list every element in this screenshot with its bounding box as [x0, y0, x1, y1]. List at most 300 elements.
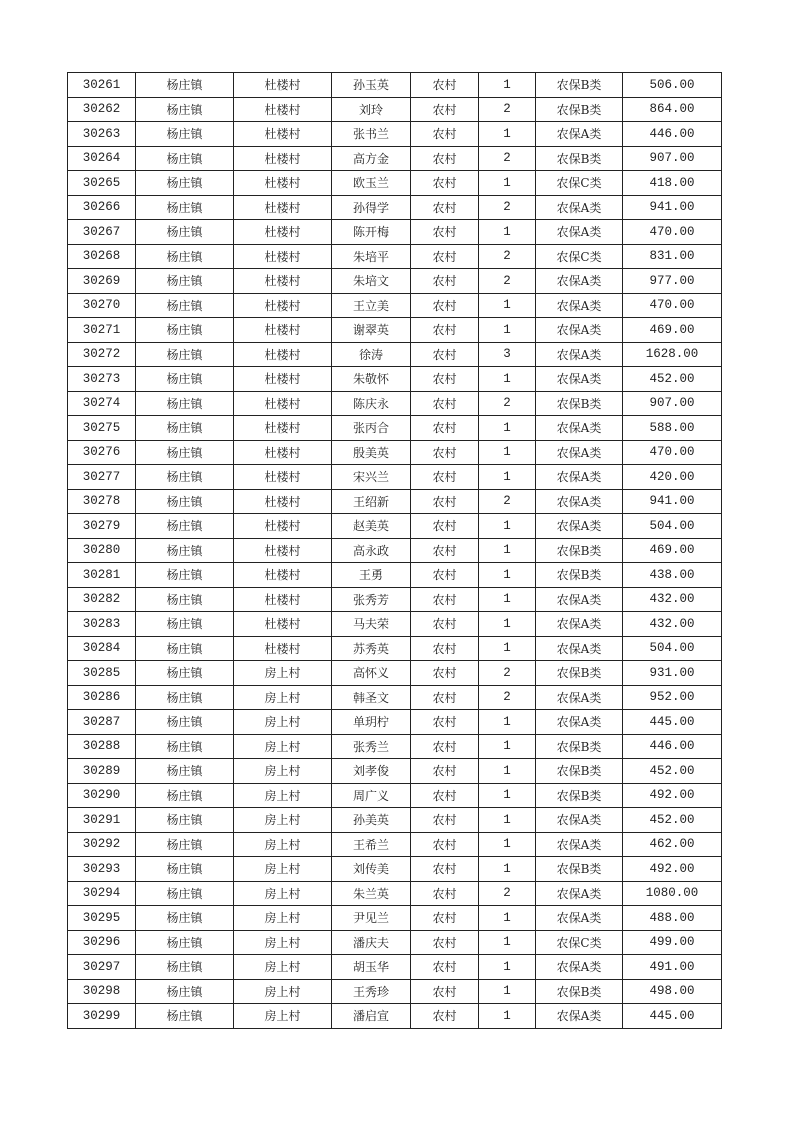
record-id-cell: 30287: [68, 710, 136, 735]
table-row: [68, 318, 722, 343]
person-count-cell: 2: [479, 97, 536, 122]
household-type-cell: 农村: [411, 881, 479, 906]
amount-cell: 492.00: [623, 857, 722, 882]
insurance-category-cell: 农保A类: [536, 612, 623, 637]
table-row: [68, 661, 722, 686]
town-cell: 杨庄镇: [136, 342, 234, 367]
amount-cell: 470.00: [623, 220, 722, 245]
town-cell: 杨庄镇: [136, 122, 234, 147]
table-row: [68, 244, 722, 269]
amount-cell: 977.00: [623, 269, 722, 294]
household-type-cell: 农村: [411, 955, 479, 980]
insurance-category-cell: 农保A类: [536, 122, 623, 147]
name-cell: 高永政: [332, 538, 411, 563]
record-id-cell: 30292: [68, 832, 136, 857]
record-id-cell: 30286: [68, 685, 136, 710]
household-type-cell: 农村: [411, 171, 479, 196]
table-row: [68, 979, 722, 1004]
person-count-cell: 2: [479, 661, 536, 686]
village-cell: 房上村: [234, 1004, 332, 1029]
town-cell: 杨庄镇: [136, 636, 234, 661]
person-count-cell: 2: [479, 269, 536, 294]
town-cell: 杨庄镇: [136, 808, 234, 833]
table-row: [68, 734, 722, 759]
person-count-cell: 2: [479, 685, 536, 710]
table-row: [68, 195, 722, 220]
person-count-cell: 3: [479, 342, 536, 367]
amount-cell: 498.00: [623, 979, 722, 1004]
name-cell: 张丙合: [332, 416, 411, 441]
town-cell: 杨庄镇: [136, 906, 234, 931]
village-cell: 房上村: [234, 759, 332, 784]
record-id-cell: 30289: [68, 759, 136, 784]
village-cell: 杜楼村: [234, 612, 332, 637]
town-cell: 杨庄镇: [136, 563, 234, 588]
table-row: [68, 587, 722, 612]
person-count-cell: 2: [479, 195, 536, 220]
household-type-cell: 农村: [411, 122, 479, 147]
table-row: [68, 881, 722, 906]
table-row: [68, 97, 722, 122]
name-cell: 王希兰: [332, 832, 411, 857]
record-id-cell: 30296: [68, 930, 136, 955]
amount-cell: 504.00: [623, 514, 722, 539]
record-id-cell: 30293: [68, 857, 136, 882]
table-row: [68, 146, 722, 171]
name-cell: 张书兰: [332, 122, 411, 147]
household-type-cell: 农村: [411, 979, 479, 1004]
name-cell: 朱敬怀: [332, 367, 411, 392]
person-count-cell: 1: [479, 440, 536, 465]
town-cell: 杨庄镇: [136, 73, 234, 98]
village-cell: 杜楼村: [234, 563, 332, 588]
record-id-cell: 30269: [68, 269, 136, 294]
insurance-category-cell: 农保B类: [536, 661, 623, 686]
person-count-cell: 1: [479, 710, 536, 735]
amount-cell: 445.00: [623, 710, 722, 735]
village-cell: 房上村: [234, 661, 332, 686]
village-cell: 杜楼村: [234, 391, 332, 416]
name-cell: 陈开梅: [332, 220, 411, 245]
village-cell: 杜楼村: [234, 244, 332, 269]
amount-cell: 438.00: [623, 563, 722, 588]
household-type-cell: 农村: [411, 1004, 479, 1029]
name-cell: 陈庆永: [332, 391, 411, 416]
town-cell: 杨庄镇: [136, 857, 234, 882]
table-row: [68, 955, 722, 980]
insurance-category-cell: 农保B类: [536, 857, 623, 882]
household-type-cell: 农村: [411, 73, 479, 98]
town-cell: 杨庄镇: [136, 587, 234, 612]
record-id-cell: 30273: [68, 367, 136, 392]
record-id-cell: 30291: [68, 808, 136, 833]
household-type-cell: 农村: [411, 220, 479, 245]
person-count-cell: 1: [479, 979, 536, 1004]
town-cell: 杨庄镇: [136, 514, 234, 539]
town-cell: 杨庄镇: [136, 293, 234, 318]
village-cell: 房上村: [234, 979, 332, 1004]
amount-cell: 469.00: [623, 538, 722, 563]
table-row: [68, 685, 722, 710]
table-row: [68, 465, 722, 490]
town-cell: 杨庄镇: [136, 955, 234, 980]
record-id-cell: 30277: [68, 465, 136, 490]
household-type-cell: 农村: [411, 759, 479, 784]
person-count-cell: 1: [479, 906, 536, 931]
name-cell: 单玥柠: [332, 710, 411, 735]
record-id-cell: 30275: [68, 416, 136, 441]
amount-cell: 445.00: [623, 1004, 722, 1029]
town-cell: 杨庄镇: [136, 146, 234, 171]
town-cell: 杨庄镇: [136, 783, 234, 808]
household-type-cell: 农村: [411, 612, 479, 637]
household-type-cell: 农村: [411, 685, 479, 710]
insurance-category-cell: 农保A类: [536, 416, 623, 441]
town-cell: 杨庄镇: [136, 661, 234, 686]
record-id-cell: 30288: [68, 734, 136, 759]
table-row: [68, 759, 722, 784]
insurance-category-cell: 农保B类: [536, 759, 623, 784]
insurance-category-cell: 农保B类: [536, 783, 623, 808]
household-type-cell: 农村: [411, 514, 479, 539]
household-type-cell: 农村: [411, 342, 479, 367]
household-type-cell: 农村: [411, 930, 479, 955]
name-cell: 孙美英: [332, 808, 411, 833]
village-cell: 房上村: [234, 832, 332, 857]
record-id-cell: 30265: [68, 171, 136, 196]
person-count-cell: 1: [479, 930, 536, 955]
insurance-category-cell: 农保B类: [536, 391, 623, 416]
village-cell: 杜楼村: [234, 73, 332, 98]
village-cell: 杜楼村: [234, 587, 332, 612]
household-type-cell: 农村: [411, 367, 479, 392]
name-cell: 苏秀英: [332, 636, 411, 661]
amount-cell: 470.00: [623, 440, 722, 465]
record-id-cell: 30271: [68, 318, 136, 343]
table-row: [68, 930, 722, 955]
village-cell: 杜楼村: [234, 269, 332, 294]
record-id-cell: 30280: [68, 538, 136, 563]
insurance-category-cell: 农保A类: [536, 955, 623, 980]
table-row: [68, 710, 722, 735]
amount-cell: 452.00: [623, 808, 722, 833]
village-cell: 杜楼村: [234, 440, 332, 465]
record-id-cell: 30297: [68, 955, 136, 980]
name-cell: 潘启宣: [332, 1004, 411, 1029]
amount-cell: 952.00: [623, 685, 722, 710]
town-cell: 杨庄镇: [136, 930, 234, 955]
record-id-cell: 30299: [68, 1004, 136, 1029]
household-type-cell: 农村: [411, 440, 479, 465]
household-type-cell: 农村: [411, 465, 479, 490]
person-count-cell: 1: [479, 122, 536, 147]
village-cell: 杜楼村: [234, 465, 332, 490]
insurance-category-cell: 农保B类: [536, 734, 623, 759]
household-type-cell: 农村: [411, 293, 479, 318]
record-id-cell: 30270: [68, 293, 136, 318]
amount-cell: 907.00: [623, 391, 722, 416]
insurance-category-cell: 农保A类: [536, 587, 623, 612]
household-type-cell: 农村: [411, 906, 479, 931]
name-cell: 韩圣文: [332, 685, 411, 710]
table-row: [68, 783, 722, 808]
household-type-cell: 农村: [411, 587, 479, 612]
village-cell: 房上村: [234, 930, 332, 955]
village-cell: 房上村: [234, 955, 332, 980]
insurance-category-cell: 农保A类: [536, 367, 623, 392]
person-count-cell: 1: [479, 367, 536, 392]
amount-cell: 452.00: [623, 367, 722, 392]
household-type-cell: 农村: [411, 97, 479, 122]
insurance-category-cell: 农保A类: [536, 906, 623, 931]
village-cell: 杜楼村: [234, 342, 332, 367]
village-cell: 房上村: [234, 881, 332, 906]
household-type-cell: 农村: [411, 857, 479, 882]
insurance-category-cell: 农保A类: [536, 832, 623, 857]
person-count-cell: 1: [479, 416, 536, 441]
name-cell: 尹见兰: [332, 906, 411, 931]
name-cell: 朱培文: [332, 269, 411, 294]
village-cell: 杜楼村: [234, 171, 332, 196]
town-cell: 杨庄镇: [136, 612, 234, 637]
table-row: [68, 489, 722, 514]
name-cell: 王立美: [332, 293, 411, 318]
village-cell: 杜楼村: [234, 293, 332, 318]
record-id-cell: 30284: [68, 636, 136, 661]
person-count-cell: 1: [479, 1004, 536, 1029]
town-cell: 杨庄镇: [136, 538, 234, 563]
table-row: [68, 416, 722, 441]
amount-cell: 432.00: [623, 612, 722, 637]
table-row: [68, 857, 722, 882]
household-type-cell: 农村: [411, 563, 479, 588]
household-type-cell: 农村: [411, 808, 479, 833]
person-count-cell: 1: [479, 832, 536, 857]
name-cell: 欧玉兰: [332, 171, 411, 196]
person-count-cell: 1: [479, 636, 536, 661]
name-cell: 孙得学: [332, 195, 411, 220]
insurance-category-cell: 农保B类: [536, 146, 623, 171]
record-id-cell: 30283: [68, 612, 136, 637]
insurance-category-cell: 农保A类: [536, 195, 623, 220]
amount-cell: 504.00: [623, 636, 722, 661]
person-count-cell: 1: [479, 220, 536, 245]
record-id-cell: 30281: [68, 563, 136, 588]
insurance-category-cell: 农保B类: [536, 73, 623, 98]
insurance-category-cell: 农保A类: [536, 808, 623, 833]
amount-cell: 452.00: [623, 759, 722, 784]
insurance-category-cell: 农保C类: [536, 171, 623, 196]
record-id-cell: 30285: [68, 661, 136, 686]
person-count-cell: 1: [479, 514, 536, 539]
town-cell: 杨庄镇: [136, 1004, 234, 1029]
household-type-cell: 农村: [411, 146, 479, 171]
record-id-cell: 30282: [68, 587, 136, 612]
household-type-cell: 农村: [411, 391, 479, 416]
amount-cell: 462.00: [623, 832, 722, 857]
name-cell: 朱培平: [332, 244, 411, 269]
name-cell: 高方金: [332, 146, 411, 171]
table-row: [68, 563, 722, 588]
amount-cell: 469.00: [623, 318, 722, 343]
insurance-category-cell: 农保A类: [536, 1004, 623, 1029]
table-row: [68, 269, 722, 294]
person-count-cell: 1: [479, 734, 536, 759]
household-type-cell: 农村: [411, 416, 479, 441]
table-row: [68, 832, 722, 857]
village-cell: 房上村: [234, 685, 332, 710]
record-id-cell: 30267: [68, 220, 136, 245]
person-count-cell: 1: [479, 563, 536, 588]
table-row: [68, 636, 722, 661]
table-row: [68, 514, 722, 539]
name-cell: 刘孝俊: [332, 759, 411, 784]
household-type-cell: 农村: [411, 195, 479, 220]
record-id-cell: 30261: [68, 73, 136, 98]
amount-cell: 931.00: [623, 661, 722, 686]
village-cell: 杜楼村: [234, 416, 332, 441]
town-cell: 杨庄镇: [136, 881, 234, 906]
household-type-cell: 农村: [411, 832, 479, 857]
table-row: [68, 440, 722, 465]
household-type-cell: 农村: [411, 489, 479, 514]
household-type-cell: 农村: [411, 661, 479, 686]
amount-cell: 941.00: [623, 489, 722, 514]
amount-cell: 941.00: [623, 195, 722, 220]
name-cell: 朱兰英: [332, 881, 411, 906]
town-cell: 杨庄镇: [136, 318, 234, 343]
household-type-cell: 农村: [411, 636, 479, 661]
insurance-category-cell: 农保A类: [536, 636, 623, 661]
person-count-cell: 2: [479, 881, 536, 906]
name-cell: 高怀义: [332, 661, 411, 686]
name-cell: 王勇: [332, 563, 411, 588]
name-cell: 王绍新: [332, 489, 411, 514]
person-count-cell: 1: [479, 955, 536, 980]
village-cell: 杜楼村: [234, 122, 332, 147]
amount-cell: 491.00: [623, 955, 722, 980]
person-count-cell: 1: [479, 857, 536, 882]
record-id-cell: 30290: [68, 783, 136, 808]
person-count-cell: 1: [479, 759, 536, 784]
town-cell: 杨庄镇: [136, 269, 234, 294]
village-cell: 房上村: [234, 783, 332, 808]
person-count-cell: 1: [479, 171, 536, 196]
amount-cell: 446.00: [623, 734, 722, 759]
town-cell: 杨庄镇: [136, 489, 234, 514]
insurance-category-cell: 农保B类: [536, 979, 623, 1004]
person-count-cell: 2: [479, 391, 536, 416]
record-id-cell: 30294: [68, 881, 136, 906]
town-cell: 杨庄镇: [136, 759, 234, 784]
household-type-cell: 农村: [411, 734, 479, 759]
amount-cell: 418.00: [623, 171, 722, 196]
town-cell: 杨庄镇: [136, 734, 234, 759]
insurance-category-cell: 农保A类: [536, 293, 623, 318]
amount-cell: 831.00: [623, 244, 722, 269]
record-id-cell: 30298: [68, 979, 136, 1004]
record-id-cell: 30274: [68, 391, 136, 416]
amount-cell: 506.00: [623, 73, 722, 98]
person-count-cell: 1: [479, 318, 536, 343]
person-count-cell: 1: [479, 587, 536, 612]
record-id-cell: 30272: [68, 342, 136, 367]
person-count-cell: 2: [479, 489, 536, 514]
table-row: [68, 342, 722, 367]
village-cell: 杜楼村: [234, 489, 332, 514]
household-type-cell: 农村: [411, 710, 479, 735]
town-cell: 杨庄镇: [136, 367, 234, 392]
household-type-cell: 农村: [411, 538, 479, 563]
village-cell: 杜楼村: [234, 514, 332, 539]
table-row: [68, 391, 722, 416]
name-cell: 张秀兰: [332, 734, 411, 759]
person-count-cell: 1: [479, 465, 536, 490]
amount-cell: 432.00: [623, 587, 722, 612]
town-cell: 杨庄镇: [136, 244, 234, 269]
person-count-cell: 2: [479, 146, 536, 171]
village-cell: 房上村: [234, 734, 332, 759]
household-type-cell: 农村: [411, 318, 479, 343]
amount-cell: 470.00: [623, 293, 722, 318]
insurance-category-cell: 农保A类: [536, 342, 623, 367]
village-cell: 杜楼村: [234, 367, 332, 392]
amount-cell: 588.00: [623, 416, 722, 441]
amount-cell: 907.00: [623, 146, 722, 171]
table-row: [68, 171, 722, 196]
village-cell: 杜楼村: [234, 636, 332, 661]
person-count-cell: 1: [479, 73, 536, 98]
village-cell: 房上村: [234, 710, 332, 735]
insurance-category-cell: 农保A类: [536, 318, 623, 343]
record-id-cell: 30266: [68, 195, 136, 220]
village-cell: 杜楼村: [234, 318, 332, 343]
record-id-cell: 30268: [68, 244, 136, 269]
insurance-category-cell: 农保B类: [536, 563, 623, 588]
village-cell: 杜楼村: [234, 538, 332, 563]
amount-cell: 1628.00: [623, 342, 722, 367]
amount-cell: 864.00: [623, 97, 722, 122]
table-row: [68, 73, 722, 98]
record-id-cell: 30295: [68, 906, 136, 931]
village-cell: 杜楼村: [234, 97, 332, 122]
village-cell: 房上村: [234, 857, 332, 882]
town-cell: 杨庄镇: [136, 416, 234, 441]
town-cell: 杨庄镇: [136, 171, 234, 196]
amount-cell: 420.00: [623, 465, 722, 490]
town-cell: 杨庄镇: [136, 685, 234, 710]
name-cell: 王秀珍: [332, 979, 411, 1004]
record-id-cell: 30276: [68, 440, 136, 465]
person-count-cell: 1: [479, 808, 536, 833]
record-id-cell: 30278: [68, 489, 136, 514]
name-cell: 张秀芳: [332, 587, 411, 612]
insurance-category-cell: 农保B类: [536, 97, 623, 122]
insurance-category-cell: 农保A类: [536, 881, 623, 906]
insurance-category-cell: 农保C类: [536, 244, 623, 269]
village-cell: 杜楼村: [234, 146, 332, 171]
insurance-category-cell: 农保B类: [536, 538, 623, 563]
town-cell: 杨庄镇: [136, 710, 234, 735]
town-cell: 杨庄镇: [136, 979, 234, 1004]
village-cell: 杜楼村: [234, 220, 332, 245]
name-cell: 赵美英: [332, 514, 411, 539]
town-cell: 杨庄镇: [136, 465, 234, 490]
person-count-cell: 1: [479, 612, 536, 637]
person-count-cell: 1: [479, 538, 536, 563]
household-type-cell: 农村: [411, 783, 479, 808]
name-cell: 潘庆夫: [332, 930, 411, 955]
